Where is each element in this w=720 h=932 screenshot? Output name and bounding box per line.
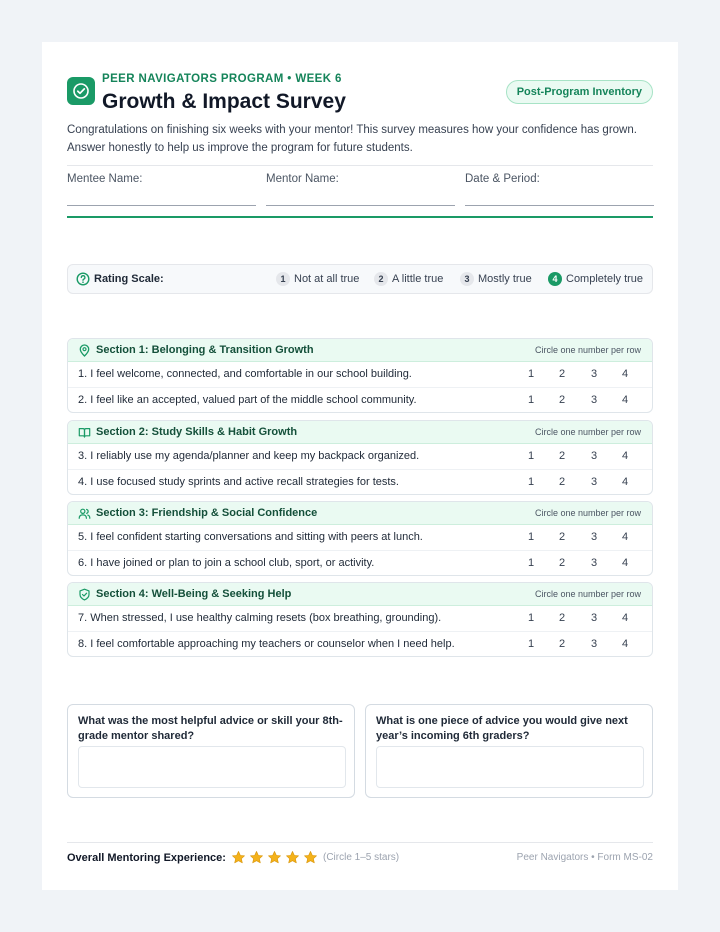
rating-option-1[interactable]: 1 <box>527 638 535 650</box>
inventory-badge: Post-Program Inventory <box>506 80 653 104</box>
scale-option-4 <box>548 272 643 286</box>
accent-divider <box>67 216 653 218</box>
rating-option-4[interactable]: 4 <box>621 450 629 462</box>
rating-scale <box>67 264 653 294</box>
scale-text: Mostly true <box>478 273 532 285</box>
shield-check-icon <box>78 588 91 606</box>
star-icon[interactable] <box>267 850 282 865</box>
rating-option-2[interactable]: 2 <box>558 450 566 462</box>
rating-option-4[interactable]: 4 <box>621 394 629 406</box>
rating-option-1[interactable]: 1 <box>527 368 535 380</box>
open-question-text: What was the most helpful advice or skill your 8th-grade mentor shared? <box>78 715 343 742</box>
section-hint: Circle one number per row <box>534 508 641 518</box>
program-kicker: PEER NAVIGATORS PROGRAM • WEEK 6 <box>102 73 342 85</box>
section-header <box>68 339 652 362</box>
rating-option-3[interactable]: 3 <box>590 368 598 380</box>
rating-option-1[interactable]: 1 <box>527 450 535 462</box>
mentor-name-label: Mentor Name: <box>266 173 339 185</box>
check-circle-icon <box>67 77 95 105</box>
star-rating-hint: (Circle 1–5 stars) <box>323 852 400 863</box>
rating-option-2[interactable]: 2 <box>558 476 566 488</box>
rating-option-2[interactable]: 2 <box>558 394 566 406</box>
scale-number: 2 <box>374 272 388 286</box>
question-text: 1. I feel welcome, connected, and comfortable in our school building. <box>78 368 412 380</box>
scale-text: Not at all true <box>294 273 360 285</box>
question-row <box>68 551 652 576</box>
star-icon[interactable] <box>285 850 300 865</box>
answer-box[interactable] <box>376 746 644 788</box>
footer-divider <box>67 842 653 843</box>
book-open-icon <box>78 426 91 444</box>
section-header <box>68 421 652 444</box>
open-question-text: What is one piece of advice you would give next year’s incoming 6th graders? <box>376 715 628 742</box>
write-line <box>465 205 654 206</box>
rating-option-4[interactable]: 4 <box>621 368 629 380</box>
rating-scale-label: Rating Scale: <box>94 273 164 285</box>
scale-number: 4 <box>548 272 562 286</box>
section-header <box>68 583 652 606</box>
question-row <box>68 606 652 632</box>
rating-option-2[interactable]: 2 <box>558 638 566 650</box>
scale-number: 3 <box>460 272 474 286</box>
rating-option-3[interactable]: 3 <box>590 394 598 406</box>
question-row <box>68 444 652 470</box>
page-title: Growth & Impact Survey <box>102 90 346 113</box>
section-title: Section 1: Belonging & Transition Growth <box>96 344 314 356</box>
rating-option-4[interactable]: 4 <box>621 476 629 488</box>
survey-page <box>42 42 678 890</box>
rating-option-2[interactable]: 2 <box>558 368 566 380</box>
mentee-name-label: Mentee Name: <box>67 173 143 185</box>
question-row <box>68 388 652 413</box>
question-text: 7. When stressed, I use healthy calming resets (box breathing, grounding). <box>78 612 442 624</box>
rating-option-2[interactable]: 2 <box>558 531 566 543</box>
question-row <box>68 470 652 495</box>
star-icon[interactable] <box>249 850 264 865</box>
scale-option-1 <box>276 272 359 286</box>
rating-option-3[interactable]: 3 <box>590 531 598 543</box>
section-belonging <box>67 338 653 413</box>
section-friendship <box>67 501 653 576</box>
form-id: Peer Navigators • Form MS-02 <box>516 852 653 863</box>
mentor-name-field[interactable] <box>266 173 455 185</box>
section-title: Section 2: Study Skills & Habit Growth <box>96 426 298 438</box>
overall-experience-label: Overall Mentoring Experience: <box>67 852 226 864</box>
star-icon[interactable] <box>303 850 318 865</box>
question-text: 2. I feel like an accepted, valued part of the middle school community. <box>78 394 417 406</box>
intro-text: Congratulations on finishing six weeks with your mentor! This survey measures how your confidence has grown. Answer honestly to help us improve the program for future students. <box>67 124 637 154</box>
rating-option-1[interactable]: 1 <box>527 531 535 543</box>
question-text: 3. I reliably use my agenda/planner and keep my backpack organized. <box>78 450 420 462</box>
section-hint: Circle one number per row <box>534 345 641 355</box>
mentee-name-field[interactable] <box>67 173 256 185</box>
question-circle-icon <box>76 272 90 291</box>
section-header <box>68 502 652 525</box>
rating-option-1[interactable]: 1 <box>527 476 535 488</box>
section-well-being <box>67 582 653 657</box>
section-title: Section 4: Well-Being & Seeking Help <box>96 588 292 600</box>
star-icon[interactable] <box>231 850 246 865</box>
rating-option-3[interactable]: 3 <box>590 557 598 569</box>
scale-number: 1 <box>276 272 290 286</box>
scale-text: A little true <box>392 273 444 285</box>
rating-option-4[interactable]: 4 <box>621 531 629 543</box>
question-row <box>68 632 652 657</box>
section-hint: Circle one number per row <box>534 427 641 437</box>
scale-option-3 <box>460 272 532 286</box>
question-text: 5. I feel confident starting conversations and sitting with peers at lunch. <box>78 531 423 543</box>
rating-option-3[interactable]: 3 <box>590 638 598 650</box>
open-question-mentor-advice <box>67 704 355 798</box>
rating-option-3[interactable]: 3 <box>590 450 598 462</box>
users-icon <box>78 507 91 525</box>
map-pin-icon <box>78 344 91 362</box>
rating-option-1[interactable]: 1 <box>527 612 535 624</box>
date-period-label: Date & Period: <box>465 173 540 185</box>
rating-option-4[interactable]: 4 <box>621 638 629 650</box>
write-line <box>266 205 455 206</box>
section-study-skills <box>67 420 653 495</box>
rating-option-1[interactable]: 1 <box>527 557 535 569</box>
question-row <box>68 362 652 388</box>
rating-option-3[interactable]: 3 <box>590 612 598 624</box>
answer-box[interactable] <box>78 746 346 788</box>
rating-option-2[interactable]: 2 <box>558 557 566 569</box>
section-title: Section 3: Friendship & Social Confidence <box>96 507 318 519</box>
rating-option-2[interactable]: 2 <box>558 612 566 624</box>
rating-option-1[interactable]: 1 <box>527 394 535 406</box>
star-rating <box>231 850 321 865</box>
question-text: 6. I have joined or plan to join a school club, sport, or activity. <box>78 557 375 569</box>
scale-text: Completely true <box>566 273 644 285</box>
open-question-advice-6th-graders <box>365 704 653 798</box>
section-hint: Circle one number per row <box>534 589 641 599</box>
write-line <box>67 205 256 206</box>
divider <box>67 165 653 166</box>
rating-option-4[interactable]: 4 <box>621 612 629 624</box>
question-text: 8. I feel comfortable approaching my teachers or counselor when I need help. <box>78 638 455 650</box>
question-text: 4. I use focused study sprints and active recall strategies for tests. <box>78 476 399 488</box>
rating-option-3[interactable]: 3 <box>590 476 598 488</box>
date-period-field[interactable] <box>465 173 654 185</box>
rating-option-4[interactable]: 4 <box>621 557 629 569</box>
question-row <box>68 525 652 551</box>
scale-option-2 <box>374 272 443 286</box>
